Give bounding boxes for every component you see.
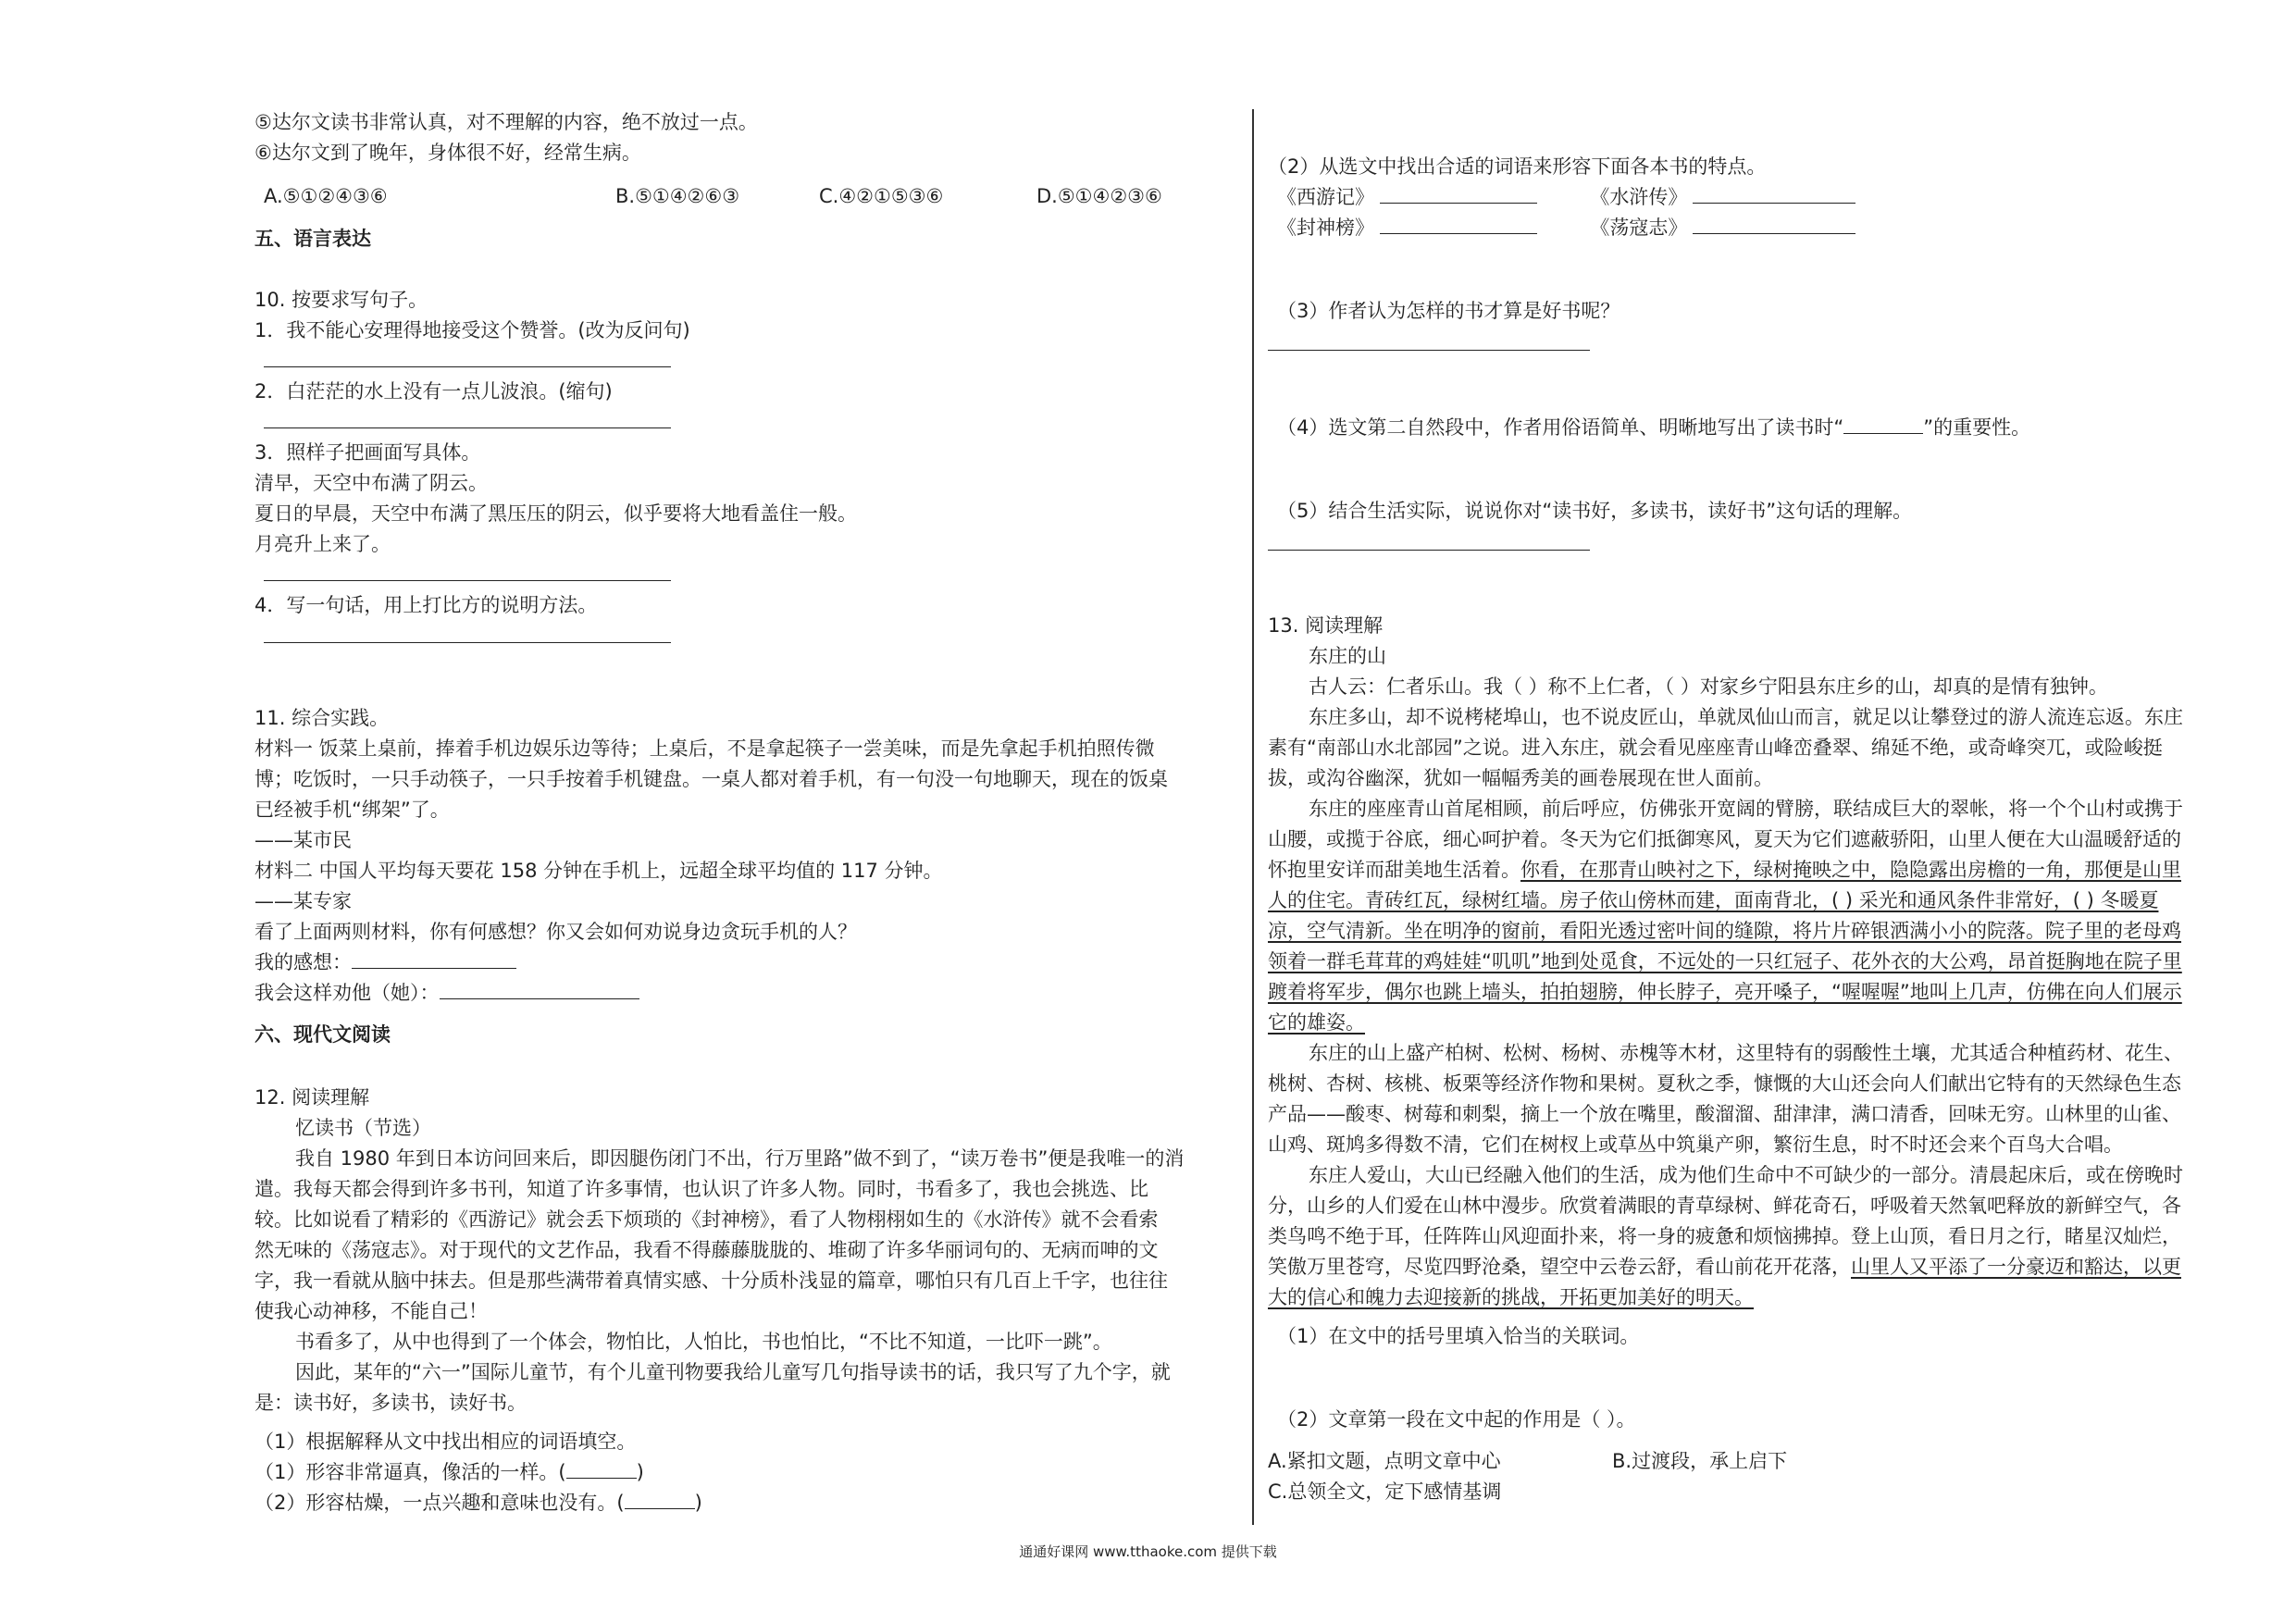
q13-p4-line-1: 东庄的山上盛产柏树、松树、杨树、赤槐等木材，这里特有的弱酸性土壤，尤其适合种植药材、花生、 (1309, 1042, 2183, 1064)
q12-sub5: （5）结合生活实际，说说你对“读书好，多读书，读好书”这句话的理解。 (1277, 500, 1913, 522)
q13-essay-title: 东庄的山 (1309, 645, 1386, 667)
close-paren: ) (636, 1461, 644, 1483)
q12-title: 12. 阅读理解 (254, 1086, 370, 1109)
q11-material-1-line-1: 材料一 饭菜上桌前，捧着手机边娱乐边等待；上桌后，不是拿起筷子一尝美味，而是先拿起手机拍照传微 (254, 737, 1155, 760)
book-fengshenbang-blank[interactable] (1380, 215, 1537, 234)
q12-sub1-a-text: （1）形容非常逼真，像活的一样。( (254, 1461, 566, 1483)
q13-p5-underlined-end: 大的信心和魄力去迎接新的挑战，开拓更加美好的明天。 (1268, 1286, 1754, 1308)
q12-p1-line-6: 使我心动神移，不能自己！ (254, 1300, 488, 1322)
q11-question: 看了上面两则材料，你有何感想？你又会如何劝说身边贪玩手机的人？ (254, 921, 857, 943)
q11-feeling-blank[interactable] (352, 949, 516, 969)
q13-p2-line-1: 东庄多山，却不说栲栳埠山，也不说皮匠山，单就凤仙山而言，就足以让攀登过的游人流连忘返。东庄 (1309, 706, 2183, 728)
q12-p3-line-1: 因此，某年的“六一”国际儿童节，有个儿童刊物要我给儿童写几句指导读书的话，我只写了九个字，就 (295, 1361, 1171, 1383)
q12-p1-line-4: 然无味的《荡寇志》。对于现代的文艺作品，我看不得藤藤胧胧的、堆砌了许多华丽词句的、无病而呻的文 (254, 1239, 1159, 1261)
q13-p3-line-1: 东庄的座座青山首尾相顾，前后呼应，仿佛张开宽阔的臂膀，联结成巨大的翠帐，将一个个山村或携于 (1309, 798, 2183, 820)
book-xiyouji: 《西游记》 (1277, 186, 1374, 208)
q12-essay-title: 忆读书（节选） (295, 1117, 431, 1139)
q12-sub3-answer-line[interactable] (1268, 350, 1590, 351)
q13-p4-line-4: 山鸡、斑鸠多得数不清，它们在树杈上或草丛中筑巢产卵，繁衍生息，时不时还会来个百鸟大合唱。 (1268, 1134, 2123, 1156)
q10-answer-line-2[interactable] (264, 427, 671, 428)
section-5-heading: 五、语言表达 (254, 228, 371, 250)
book-row-2 (1277, 215, 2244, 242)
book-dangkouzhi: 《荡寇志》 (1590, 217, 1688, 239)
q13-p3-line-3 (1268, 857, 2244, 885)
q12-p2: 书看多了，从中也得到了一个体会，物怕比，人怕比，书也怕比，“不比不知道，一比吓一跳”。 (295, 1331, 1112, 1353)
q9-option-d[interactable]: D.⑤①④②③⑥ (1036, 185, 1162, 207)
q10-answer-line-1[interactable] (264, 366, 671, 367)
q13-option-b[interactable]: B.过渡段，承上启下 (1612, 1450, 1788, 1472)
q12-sub5-answer-line[interactable] (1268, 550, 1590, 551)
q10-example-2: 夏日的早晨，天空中布满了黑压压的阴云，似乎要将大地看盖住一般。 (254, 502, 857, 525)
page-footer: 通通好课网 www.tthaoke.com 提供下载 (1019, 1543, 1277, 1560)
q9-option-b[interactable]: B.⑤①④②⑥③ (615, 185, 740, 207)
q11-persuade-blank[interactable] (440, 980, 639, 999)
q10-sentence-4: 4．写一句话，用上打比方的说明方法。 (254, 594, 598, 616)
q13-p5-line-3: 类鸟鸣不绝于耳，任阵阵山风迎面扑来，将一身的疲惫和烦恼拂掉。登上山顶，看日月之行，睹星汉灿烂， (1268, 1225, 2181, 1247)
book-fengshenbang: 《封神榜》 (1277, 217, 1374, 239)
q13-option-a[interactable]: A.紧扣文题，点明文章中心 (1268, 1450, 1501, 1472)
q11-material-2-source: ——某专家 (254, 890, 352, 912)
q12-p1-line-3: 较。比如说看了精彩的《西游记》就会丢下烦琐的《封神榜》，看了人物栩栩如生的《水浒传》就不会看索 (254, 1208, 1159, 1231)
q9-options (254, 183, 1226, 211)
q13-title: 13. 阅读理解 (1268, 614, 1384, 637)
q9-item-5: ⑤达尔文读书非常认真，对不理解的内容，绝不放过一点。 (254, 111, 758, 133)
q10-sentence-3: 3．照样子把画面写具体。 (254, 441, 481, 464)
q12-sub1-a-row (254, 1459, 1226, 1487)
q13-options-row-1 (1268, 1448, 2244, 1476)
close-paren: ) (694, 1492, 702, 1514)
q10-task-3: 月亮升上来了。 (254, 533, 391, 555)
q10-sentence-2: 2．白茫茫的水上没有一点儿波浪。(缩句) (254, 380, 613, 403)
q10-title: 10. 按要求写句子。 (254, 289, 428, 311)
q12-sub4-text-end: ”的重要性。 (1923, 416, 2031, 439)
q13-sub2: （2）文章第一段在文中起的作用是（ ）。 (1277, 1408, 1636, 1431)
q13-p4-line-3: 产品——酸枣、树莓和刺梨，摘上一个放在嘴里，酸溜溜、甜津津，满口清香，回味无穷。山林里的山雀、 (1268, 1103, 2181, 1125)
q11-title: 11. 综合实践。 (254, 707, 390, 729)
q12-p1-line-5: 字，我一看就从脑中抹去。但是那些满带着真情实感、十分质朴浅显的篇章，哪怕只有几百上千字，也往往 (254, 1270, 1168, 1292)
section-6-heading: 六、现代文阅读 (254, 1023, 391, 1046)
q13-p3-underlined-line-2: 凉，空气清新。坐在明净的窗前，看阳光透过密叶间的缝隙，将片片碎银洒满小小的院落。院子里的老母鸡 (1268, 920, 2181, 942)
q12-sub1: （1）根据解释从文中找出相应的词语填空。 (254, 1431, 637, 1453)
q12-sub4-text: （4）选文第二自然段中，作者用俗语简单、明晰地写出了读书时“ (1277, 416, 1844, 439)
q12-sub1-b-text: （2）形容枯燥，一点兴趣和意味也没有。( (254, 1492, 625, 1514)
book-shuihuzhuan-blank[interactable] (1693, 184, 1855, 204)
q13-option-c[interactable]: C.总领全文，定下感情基调 (1268, 1481, 1502, 1503)
q13-p2-line-3: 拔，或沟谷幽深，犹如一幅幅秀美的画卷展现在世人面前。 (1268, 767, 1773, 789)
book-shuihuzhuan: 《水浒传》 (1590, 186, 1688, 208)
q10-answer-line-4[interactable] (264, 642, 671, 643)
column-divider (1252, 109, 1254, 1525)
q13-p3-underlined-line-3: 领着一群毛茸茸的鸡娃娃“叽叽”地到处觅食，不远处的一只红冠子、花外衣的大公鸡，昂首挺胸地在院子里 (1268, 950, 2182, 973)
q11-feeling-row (254, 949, 1226, 977)
q13-p1: 古人云：仁者乐山。我（ ）称不上仁者，（ ）对家乡宁阳县东庄乡的山，却真的是情有独钟。 (1309, 675, 2108, 698)
q13-p5-line-2: 分，山乡的人们爱在山林中漫步。欣赏着满眼的青草绿树、鲜花奇石，呼吸着天然氧吧释放的新鲜空气，各 (1268, 1195, 2181, 1217)
q11-material-1-line-3: 已经被手机“绑架”了。 (254, 799, 450, 821)
q13-p3-line-2: 山腰，或揽于谷底，细心呵护着。冬天为它们抵御寒风，夏天为它们遮蔽骄阳，山里人便在大山温暖舒适的 (1268, 828, 2181, 850)
book-row-1 (1277, 184, 2244, 212)
q13-p3-underlined-line-4: 踱着将军步，偶尔也跳上墙头，拍拍翅膀，伸长脖子，亮开嗓子，“喔喔喔”地叫上几声，仿佛在向人们展示 (1268, 981, 2182, 1003)
book-dangkouzhi-blank[interactable] (1693, 215, 1855, 234)
q13-sub1: （1）在文中的括号里填入恰当的关联词。 (1277, 1325, 1640, 1347)
q9-option-c[interactable]: C.④②①⑤③⑥ (819, 185, 944, 207)
q11-material-2: 材料二 中国人平均每天要花 158 分钟在手机上，远超全球平均值的 117 分钟。 (254, 860, 943, 882)
q12-sub4-row (1277, 415, 2244, 442)
q11-feeling-label: 我的感想： (254, 951, 352, 973)
q10-answer-line-3[interactable] (264, 580, 671, 581)
q13-p5-line-1: 东庄人爱山，大山已经融入他们的生活，成为他们生命中不可缺少的一部分。清晨起床后，或在傍晚时 (1309, 1164, 2183, 1186)
q12-sub1-b-row (254, 1490, 1226, 1518)
q13-p2-line-2: 素有“南部山水北部园”之说。进入东庄，就会看见座座青山峰峦叠翠、绵延不绝，或奇峰突兀，或险峻挺 (1268, 737, 2163, 759)
q13-p3-underlined-line-5: 它的雄姿。 (1268, 1011, 1365, 1034)
q10-example-1: 清早，天空中布满了阴云。 (254, 472, 488, 494)
q13-p4-line-2: 桃树、杏树、核桃、板栗等经济作物和果树。夏秋之季，慷慨的大山还会向人们献出它特有的天然绿色生态 (1268, 1072, 2181, 1095)
q13-p5-line-4 (1268, 1254, 2244, 1282)
q12-p1-line-2: 遣。我每天都会得到许多书刊，知道了许多事情，也认识了许多人物。同时，书看多了，我也会挑选、比 (254, 1178, 1148, 1200)
q11-persuade-row (254, 980, 1226, 1008)
q11-material-1-source: ——某市民 (254, 829, 352, 851)
q12-sub1-a-blank[interactable] (566, 1459, 637, 1479)
q12-sub4-blank[interactable] (1843, 415, 1923, 434)
q13-p3-underlined-line-1: 人的住宅。青砖红瓦，绿树红墙。房子依山傍林而建，面南背北，( ) 采光和通风条件非常好，( ) 冬暖夏 (1268, 889, 2159, 911)
q9-item-6: ⑥达尔文到了晚年，身体很不好，经常生病。 (254, 142, 641, 164)
q10-sentence-1: 1．我不能心安理得地接受这个赞誉。(改为反问句) (254, 319, 690, 341)
q12-sub3: （3）作者认为怎样的书才算是好书呢？ (1277, 300, 1620, 322)
q12-sub1-b-blank[interactable] (625, 1490, 695, 1509)
q12-sub2: （2）从选文中找出合适的词语来形容下面各本书的特点。 (1268, 155, 1767, 178)
q11-persuade-label: 我会这样劝他（她）： (254, 982, 440, 1004)
q13-p5-underlined: 山里人又平添了一分豪迈和豁达，以更 (1851, 1256, 2181, 1278)
q12-p1-line-1: 我自 1980 年到日本访问回来后，即因腿伤闭门不出，行万里路”做不到了，“读万卷书”便是我唯一的消 (295, 1147, 1185, 1170)
q13-p3-underlined-start: 你看，在那青山映衬之下，绿树掩映之中，隐隐露出房檐的一角，那便是山里 (1520, 859, 2181, 881)
q13-p5-plain: 笑傲万里苍穹，尽览四野沧桑，望空中云卷云舒，看山前花开花落， (1268, 1256, 1851, 1278)
q11-material-1-line-2: 博；吃饭时，一只手动筷子，一只手按着手机键盘。一桌人都对着手机，有一句没一句地聊天，现在的饭桌 (254, 768, 1168, 790)
q12-p3-line-2: 是：读书好，多读书，读好书。 (254, 1392, 527, 1414)
q9-option-a[interactable]: A.⑤①②④③⑥ (264, 185, 388, 207)
book-xiyouji-blank[interactable] (1380, 184, 1537, 204)
q13-p3-plain-end: 怀抱里安详而甜美地生活着。 (1268, 859, 1520, 881)
